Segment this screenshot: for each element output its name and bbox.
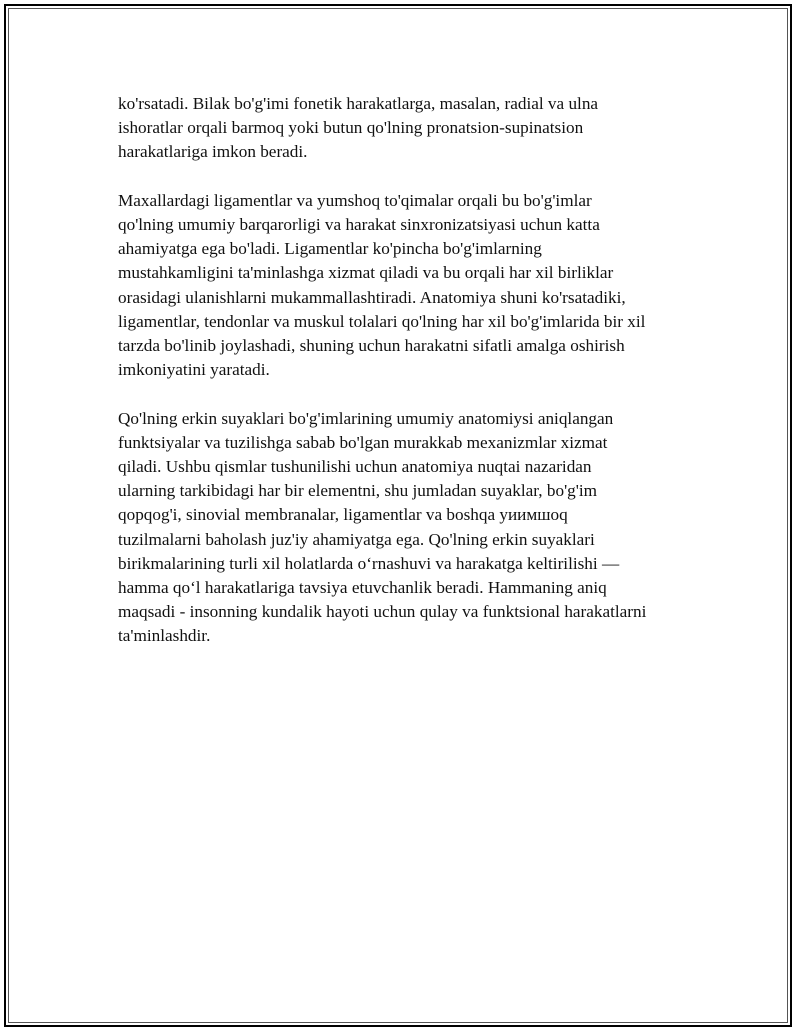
text-line: birikmalarining turli xil holatlarda o‘rnashuvi va harakatga keltirilishi — <box>118 553 620 573</box>
text-line: Qo'lning erkin suyaklari bo'g'imlarining umumiy anatomiysi aniqlangan <box>118 408 614 428</box>
text-line: ahamiyatga ega bo'ladi. Ligamentlar ko'pincha bo'g'imlarning <box>118 239 542 259</box>
text-line: hamma qo‘l harakatlariga tavsiya etuvchanlik beradi. Hammaning aniq <box>118 578 607 598</box>
text-line: qo'lning umumiy barqarorligi va harakat sinxronizatsiyasi uchun katta <box>118 215 600 234</box>
text-line: ko'rsatadi. Bilak bo'g'imi fonetik harakatlarga, masalan, radial va ulna <box>118 94 599 113</box>
document-body <box>118 92 698 673</box>
text-line: orasidagi ulanishlarni mukammallashtiradi. Anatomiya shuni ko'rsatadiki, <box>118 287 626 307</box>
text-line: funktsiyalar va tuzilishga sabab bo'lgan murakkab mexanizmlar xizmat <box>118 432 608 452</box>
text-line: qopqog'i, sinovial membranalar, ligamentlar va boshqa уиимшоq <box>118 505 568 525</box>
paragraph-2 <box>118 189 698 383</box>
text-line: ta'minlashdir. <box>118 626 211 646</box>
text-line: mustahkamligini ta'minlashga xizmat qiladi va bu orqali har xil birliklar <box>118 263 614 283</box>
text-line: imkoniyatini yaratadi. <box>118 360 270 380</box>
text-line: ligamentlar, tendonlar va muskul tolalari qo'lning har xil bo'g'imlarida bir xil <box>118 311 646 331</box>
paragraph-1 <box>118 92 698 165</box>
text-line: maqsadi - insonning kundalik hayoti uchun qulay va funktsional harakatlarni <box>118 602 647 622</box>
text-line: tarzda bo'linib joylashadi, shuning uchun harakatni sifatli amalga oshirish <box>118 336 625 356</box>
text-line: Maxallardagi ligamentlar va yumshoq to'qimalar orqali bu bo'g'imlar <box>118 190 592 210</box>
text-line: ishoratlar orqali barmoq yoki butun qo'lning pronatsion-supinatsion <box>118 118 584 138</box>
text-line: ularning tarkibidagi har bir elementni, shu jumladan suyaklar, bo'g'im <box>118 481 598 501</box>
text-line: qiladi. Ushbu qismlar tushunilishi uchun anatomiya nuqtai nazaridan <box>118 457 592 477</box>
text-line: tuzilmalarni baholash juz'iy ahamiyatga ega. Qo'lning erkin suyaklari <box>118 529 595 549</box>
paragraph-3 <box>118 407 698 649</box>
text-line: harakatlariga imkon beradi. <box>118 142 308 162</box>
